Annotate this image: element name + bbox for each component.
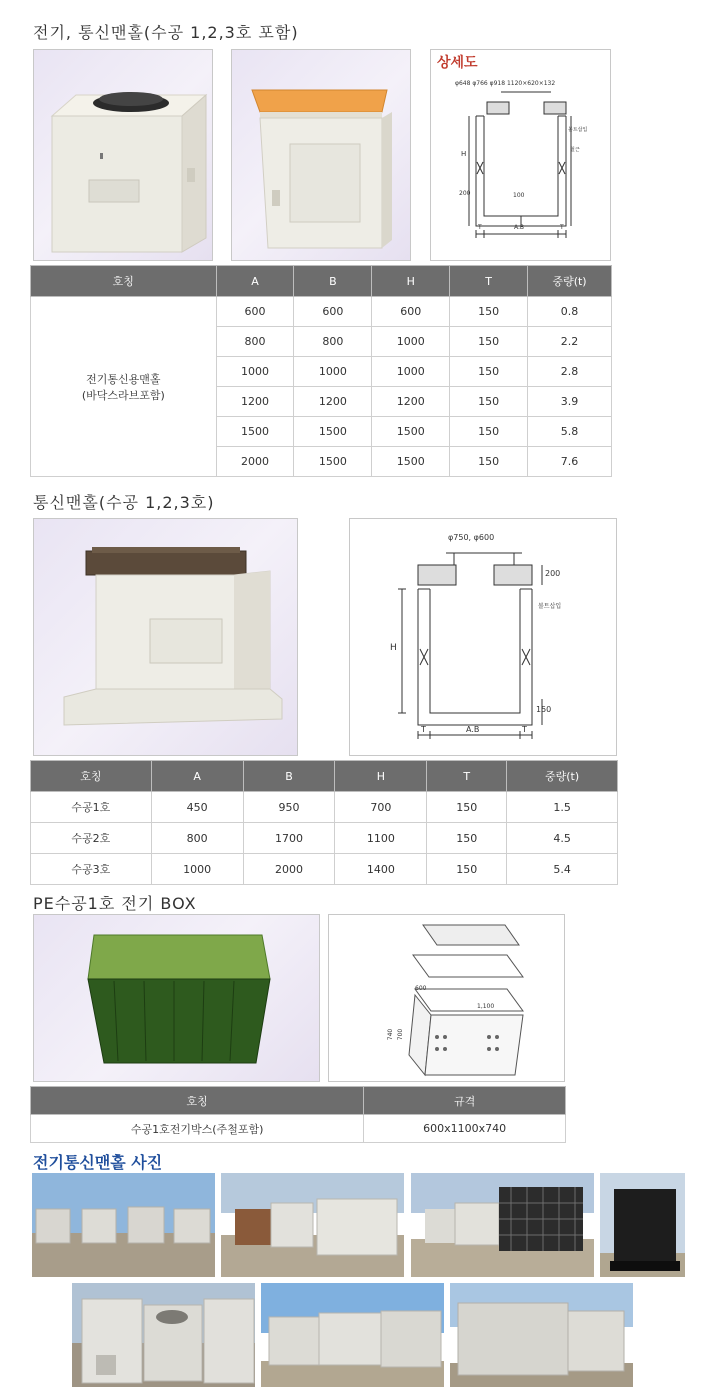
dim-1100: 1,100: [477, 1003, 495, 1010]
product-name-sub: (바닥스라브포함): [81, 388, 165, 402]
table-row: [31, 1115, 566, 1143]
dim-740: 740: [387, 1028, 395, 1041]
site-photo-5: [72, 1283, 255, 1387]
dim-600: 600: [415, 985, 427, 992]
telecom-manhole-diagram: [349, 518, 617, 756]
cell: 1200: [216, 387, 294, 417]
dim-700: 700: [397, 1028, 405, 1041]
cell: 150: [450, 417, 528, 447]
cell: 1000: [294, 357, 372, 387]
cell: 600: [294, 297, 372, 327]
label-t-right: T: [560, 224, 564, 231]
manhole-detail-diagram: [430, 49, 611, 261]
table-row: [31, 792, 618, 823]
site-photo-1: [32, 1173, 215, 1277]
label-t-left: T: [478, 224, 482, 231]
cell: 1200: [372, 387, 450, 417]
header-name: 호칭: [31, 1087, 364, 1115]
cell: 600x1100x740: [364, 1115, 566, 1143]
cell: 1000: [151, 854, 243, 885]
label-ab: A.B: [514, 224, 525, 231]
cell: 1500: [372, 417, 450, 447]
label-ab: A.B: [466, 725, 480, 734]
section3-title: PE수공1호 전기 BOX: [33, 894, 197, 913]
note-bolt: 볼트삽입: [568, 127, 588, 133]
cell: 2.8: [528, 357, 612, 387]
spec-table-1: [30, 265, 612, 477]
label-200: 200: [545, 569, 561, 578]
cell: 3.9: [528, 387, 612, 417]
label-200: 200: [459, 190, 471, 197]
header-name: 호칭: [31, 266, 217, 297]
spec-table-2: [30, 760, 618, 885]
cell: 1500: [294, 447, 372, 477]
cell: 1500: [216, 417, 294, 447]
cell: 800: [151, 823, 243, 854]
header-h: H: [372, 266, 450, 297]
cell: 수공3호: [31, 854, 152, 885]
cell: 7.6: [528, 447, 612, 477]
table-row: [31, 297, 612, 327]
header-weight: 중량(t): [507, 761, 618, 792]
header-name: 호칭: [31, 761, 152, 792]
cell: 450: [151, 792, 243, 823]
cell: 1500: [294, 417, 372, 447]
pe-box-diagram: [328, 914, 565, 1082]
site-photo-4: [600, 1173, 685, 1277]
cell: 수공2호: [31, 823, 152, 854]
cell: 2000: [216, 447, 294, 477]
manhole-orange-lid-photo: [231, 49, 411, 261]
product-name-cell: [31, 297, 217, 477]
label-150: 150: [536, 705, 552, 714]
cell: 1000: [372, 327, 450, 357]
cell: 950: [243, 792, 335, 823]
cell: 800: [294, 327, 372, 357]
cell: 수공1호: [31, 792, 152, 823]
section1-title: 전기, 통신맨홀(수공 1,2,3호 포함): [33, 23, 299, 42]
label-t-right: T: [522, 725, 527, 734]
note-rebar: 철근: [570, 147, 580, 153]
section2-title: 통신맨홀(수공 1,2,3호): [33, 493, 215, 512]
label-t-left: T: [421, 725, 426, 734]
site-photo-2: [221, 1173, 404, 1277]
manhole-round-lid-photo: [33, 49, 213, 261]
pe-box-photo: [33, 914, 320, 1082]
spec-table-3: [30, 1086, 566, 1143]
header-b: B: [243, 761, 335, 792]
header-spec: 규격: [364, 1087, 566, 1115]
note-bolt: 볼트삽입: [538, 603, 562, 610]
cell: 150: [450, 297, 528, 327]
cell: 800: [216, 327, 294, 357]
site-photo-3: [411, 1173, 594, 1277]
header-a: A: [151, 761, 243, 792]
cell: 700: [335, 792, 427, 823]
cell: 150: [427, 792, 507, 823]
cell: 600: [372, 297, 450, 327]
cell: 150: [450, 357, 528, 387]
section4-title: 전기통신맨홀 사진: [33, 1153, 163, 1172]
cell: 1200: [294, 387, 372, 417]
cell: 1000: [216, 357, 294, 387]
cell: 2.2: [528, 327, 612, 357]
telecom-manhole-photo: [33, 518, 298, 756]
product-name: 전기통신용맨홀: [86, 372, 161, 386]
cell: 1700: [243, 823, 335, 854]
table-row: [31, 823, 618, 854]
cell: 1100: [335, 823, 427, 854]
cell: 150: [450, 327, 528, 357]
cell: 5.8: [528, 417, 612, 447]
site-photo-7: [450, 1283, 633, 1387]
cell: 150: [450, 387, 528, 417]
label-h: H: [461, 150, 467, 158]
diagram-top-dims: φ750, φ600: [448, 533, 495, 542]
cell: 1400: [335, 854, 427, 885]
detail-heading: 상세도: [437, 55, 478, 71]
cell: 수공1호전기박스(주철포함): [31, 1115, 364, 1143]
cell: 5.4: [507, 854, 618, 885]
header-h: H: [335, 761, 427, 792]
header-b: B: [294, 266, 372, 297]
header-t: T: [427, 761, 507, 792]
cell: 2000: [243, 854, 335, 885]
header-t: T: [450, 266, 528, 297]
cell: 1500: [372, 447, 450, 477]
label-100: 100: [513, 192, 525, 199]
header-a: A: [216, 266, 294, 297]
table-row: [31, 854, 618, 885]
cell: 600: [216, 297, 294, 327]
cell: 150: [450, 447, 528, 477]
site-photo-6: [261, 1283, 444, 1387]
diagram-top-dims: φ648 φ766 φ918 1120×620×132: [455, 80, 556, 87]
label-h: H: [390, 643, 397, 653]
header-weight: 중량(t): [528, 266, 612, 297]
cell: 1000: [372, 357, 450, 387]
cell: 150: [427, 823, 507, 854]
cell: 150: [427, 854, 507, 885]
cell: 0.8: [528, 297, 612, 327]
cell: 1.5: [507, 792, 618, 823]
cell: 4.5: [507, 823, 618, 854]
